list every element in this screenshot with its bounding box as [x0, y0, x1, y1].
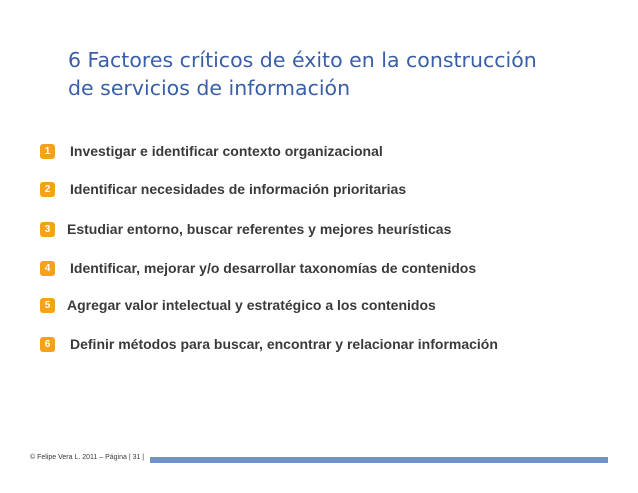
list-item: [40, 219, 451, 239]
number-badge: 3: [40, 222, 55, 237]
number-badge: 1: [40, 144, 55, 159]
number-badge: 5: [40, 298, 55, 313]
list-item-text: Investigar e identificar contexto organizacional: [70, 143, 383, 159]
number-badge: 4: [40, 261, 55, 276]
footer-copyright: © Felipe Vera L. 2011 – Página | 31 |: [30, 454, 145, 461]
slide-title: [68, 46, 608, 102]
number-badge: 2: [40, 182, 55, 197]
list-item: [40, 179, 406, 199]
list-item-text: Definir métodos para buscar, encontrar y relacionar información: [70, 336, 498, 352]
number-badge: 6: [40, 337, 55, 352]
list-item-text: Identificar necesidades de información prioritarias: [70, 181, 407, 197]
list-item-text: Estudiar entorno, buscar referentes y mejores heurísticas: [67, 221, 452, 237]
list-item: [40, 334, 498, 354]
list-item-text: Agregar valor intelectual y estratégico a los contenidos: [67, 297, 436, 313]
list-item: [40, 258, 476, 278]
list-item-text: Identificar, mejorar y/o desarrollar taxonomías de contenidos: [70, 260, 477, 276]
list-item: [40, 295, 436, 315]
slide-title-line-1: 6 Factores críticos de éxito en la construcción: [68, 48, 537, 72]
list-item: [40, 141, 383, 161]
slide-title-line-2: de servicios de información: [68, 76, 351, 100]
footer-bar: [150, 457, 608, 463]
